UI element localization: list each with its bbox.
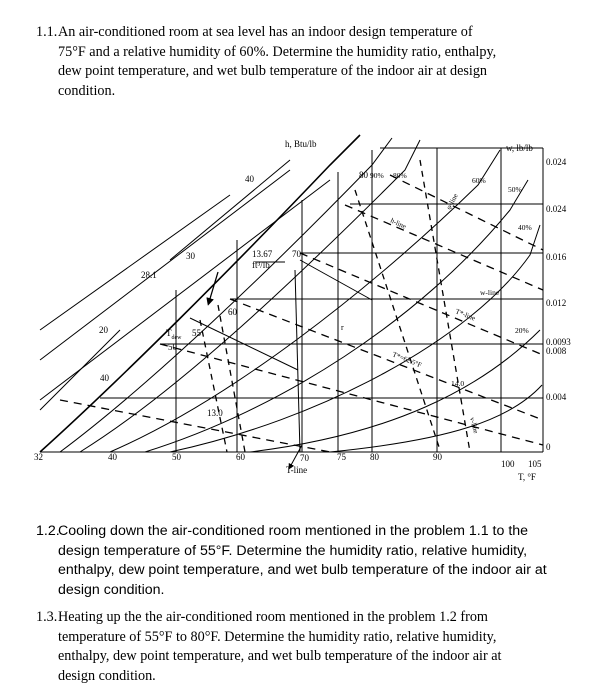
humidity-gridlines bbox=[40, 148, 543, 452]
w-tick: 0.024 bbox=[546, 157, 567, 167]
wetbulb-value: 50 bbox=[168, 342, 177, 352]
w-tick: 0.008 bbox=[546, 346, 567, 356]
t-tick: 75 bbox=[337, 452, 346, 462]
v-line-label: v-line bbox=[468, 416, 481, 435]
w-tick: 0.016 bbox=[546, 252, 567, 262]
enthalpy-value: 28.1 bbox=[141, 270, 157, 280]
tdew-T: T bbox=[166, 328, 172, 338]
t-tick: 32 bbox=[34, 452, 43, 462]
problem-line: Heating up the the air-conditioned room mentioned in the problem 1.2 from bbox=[58, 609, 488, 625]
rh-label: 80% bbox=[393, 171, 407, 180]
problem-line: enthalpy, dew point temperature, and wet bulb temperature of the indoor air at bbox=[58, 648, 502, 665]
w-line-label: w-line bbox=[480, 288, 500, 297]
problem-line: An air-conditioned room at sea level has an indoor design temperature of bbox=[58, 24, 473, 40]
problem-number: 1.3. bbox=[36, 609, 58, 625]
tdew-label bbox=[166, 328, 182, 341]
rh-label: 40% bbox=[518, 223, 532, 232]
w-tick: 0.0093 bbox=[546, 337, 571, 347]
problem-line: design condition. bbox=[58, 667, 156, 684]
problem-number: 1.1. bbox=[36, 24, 58, 40]
w-tick: 0 bbox=[546, 442, 551, 452]
t-tick: 105 bbox=[528, 459, 542, 469]
t-tick: 70 bbox=[300, 453, 309, 463]
w-tick: 0.012 bbox=[546, 298, 567, 308]
problem-text bbox=[58, 608, 578, 686]
wetbulb-value: 55 bbox=[192, 328, 201, 338]
w-tick: 0.004 bbox=[546, 392, 567, 402]
r-label: r bbox=[341, 323, 344, 332]
wetbulb-value: 13.0 bbox=[207, 408, 223, 418]
enthalpy-value: 20 bbox=[99, 325, 108, 335]
wetbulb-value: 60 bbox=[228, 307, 237, 317]
tstar-line-label: T*-line bbox=[454, 307, 477, 323]
humidity-axis-label: w, lb/lb bbox=[506, 143, 533, 153]
enthalpy-axis-label: h, Btu/lb bbox=[285, 139, 317, 149]
phi-line-label: φ-line bbox=[444, 192, 460, 211]
volume-70: 70 bbox=[292, 249, 301, 259]
wetbulb-value: 40 bbox=[100, 373, 109, 383]
problem-line: design temperature of 55°F. Determine the humidity ratio, relative humidity, bbox=[58, 542, 528, 559]
problem-line: design condition. bbox=[58, 581, 165, 598]
t-line-label: T-line bbox=[286, 465, 308, 475]
problem-line: Cooling down the air-conditioned room mentioned in the problem 1.1 to the bbox=[58, 523, 529, 539]
tdew-arrow bbox=[209, 272, 218, 302]
problem-line: dew point temperature, and wet bulb temperature of the indoor air at design bbox=[58, 63, 488, 80]
enthalpy-value: 30 bbox=[186, 251, 195, 261]
tstar-value-label: T*=62.5°F bbox=[391, 350, 423, 370]
w-tick: 0.024 bbox=[546, 204, 567, 214]
t-tick: 50 bbox=[172, 452, 181, 462]
volume-unit: ft³/lb bbox=[252, 260, 270, 270]
rh-label: 20% bbox=[515, 326, 529, 335]
t-tick: 100 bbox=[501, 459, 515, 469]
problem-number: 1.2. bbox=[36, 523, 60, 539]
problem-line: enthalpy, dew point temperature, and wet bulb temperature of the indoor air at bbox=[58, 562, 547, 579]
relative-humidity-curves bbox=[60, 138, 542, 452]
t-tick: 60 bbox=[236, 452, 245, 462]
volume-value: 13.67 bbox=[252, 249, 273, 259]
enthalpy-value: 40 bbox=[245, 174, 254, 184]
t-tick: 80 bbox=[370, 452, 379, 462]
problem-line: temperature of 55°F to 80°F. Determine the humidity ratio, relative humidity, bbox=[58, 628, 497, 645]
rh-label: 50% bbox=[508, 185, 522, 194]
v-value-label: 14.0 bbox=[451, 379, 465, 388]
t-tick: 40 bbox=[108, 452, 117, 462]
problem-line: condition. bbox=[58, 82, 116, 99]
problem-text bbox=[58, 522, 578, 600]
tdew-sub: dew bbox=[171, 335, 182, 341]
problem-text bbox=[58, 23, 578, 101]
enthalpy-value: 80 bbox=[359, 170, 368, 180]
psychrometric-chart bbox=[0, 128, 595, 498]
t-tick: 90 bbox=[433, 452, 442, 462]
rh-label: 60% bbox=[472, 176, 486, 185]
rh-label: 90% bbox=[370, 171, 384, 180]
problem-line: 75°F and a relative humidity of 60%. Determine the humidity ratio, enthalpy, bbox=[58, 43, 497, 60]
h-line-label: h-line bbox=[389, 216, 408, 231]
temperature-axis-label: T, °F bbox=[518, 472, 536, 482]
